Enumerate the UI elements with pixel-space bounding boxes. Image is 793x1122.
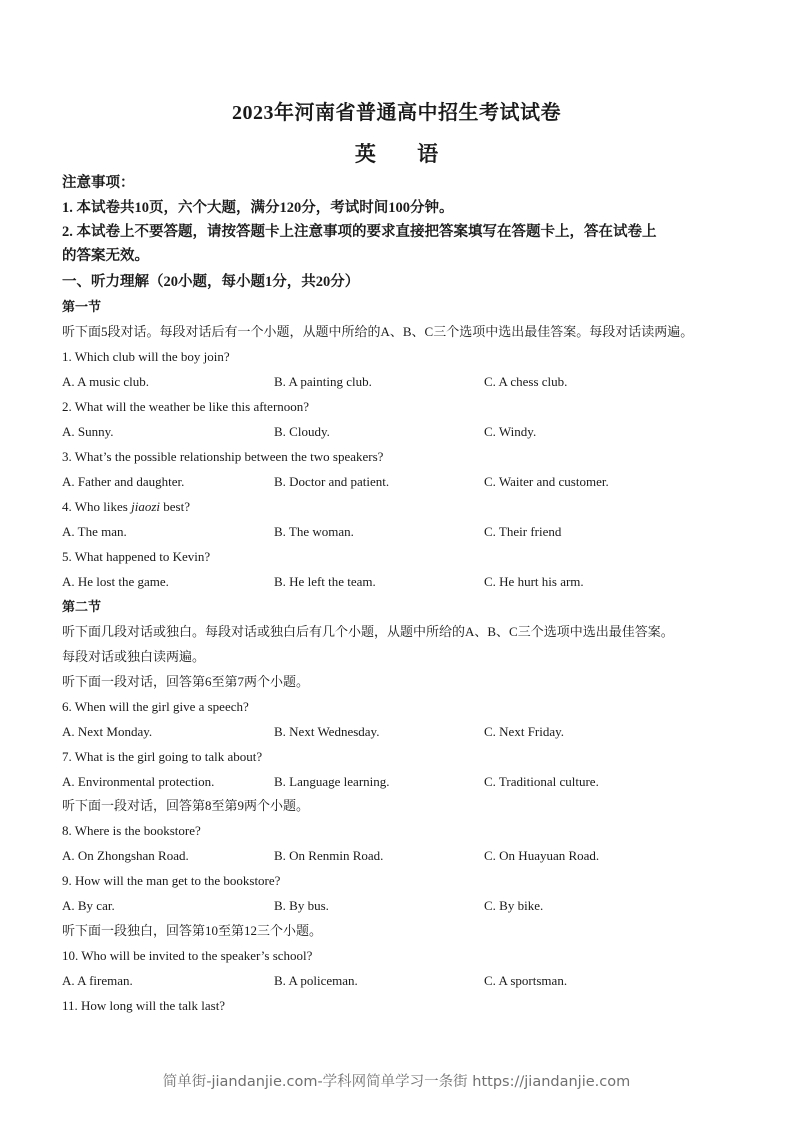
question-4-prefix: 4. Who likes — [62, 499, 132, 514]
question-4 — [62, 499, 190, 515]
q5-option-a: A. He lost the game. — [62, 574, 169, 589]
q10-option-b: B. A policeman. — [274, 973, 358, 988]
q2-option-b: B. Cloudy. — [274, 424, 330, 439]
notice-heading: 注意事项： — [62, 175, 135, 191]
question-9: 9. How will the man get to the bookstore? — [62, 873, 281, 888]
q8-option-a: A. On Zhongshan Road. — [62, 848, 189, 863]
notice-item-1: 1. 本试卷共10页，六个大题，满分120分，考试时间100分钟。 — [62, 200, 454, 216]
q8-option-b: B. On Renmin Road. — [274, 848, 384, 863]
question-2: 2. What will the weather be like this afternoon? — [62, 399, 310, 414]
group3-instruction: 听下面一段独白，回答第10至第12三个小题。 — [62, 923, 323, 938]
notice-item-2-cont: 的答案无效。 — [62, 248, 149, 264]
question-7: 7. What is the girl going to talk about? — [62, 749, 263, 764]
q6-option-c: C. Next Friday. — [484, 724, 565, 739]
q9-option-b: B. By bus. — [274, 898, 329, 913]
q9-option-c: C. By bike. — [484, 898, 544, 913]
q3-option-b: B. Doctor and patient. — [274, 474, 390, 489]
q7-option-c: C. Traditional culture. — [484, 774, 599, 789]
q6-option-a: A. Next Monday. — [62, 724, 153, 739]
q5-option-c: C. He hurt his arm. — [484, 574, 584, 589]
q2-option-c: C. Windy. — [484, 424, 537, 439]
section1-instruction: 听下面5段对话。每段对话后有一个小题，从题中所给的A、B、C三个选项中选出最佳答案。每段对话读两遍。 — [62, 324, 694, 339]
group2-instruction: 听下面一段对话，回答第8至第9两个小题。 — [62, 798, 310, 813]
q3-option-a: A. Father and daughter. — [62, 474, 185, 489]
q4-option-b: B. The woman. — [274, 524, 354, 539]
q2-option-a: A. Sunny. — [62, 424, 114, 439]
subject-title: 英 语 — [354, 142, 457, 166]
q4-option-c: C. Their friend — [484, 524, 562, 539]
question-4-suffix: best? — [160, 499, 190, 514]
part1-heading: 一、听力理解（20小题，每小题1分，共20分） — [62, 274, 360, 290]
group1-instruction: 听下面一段对话，回答第6至第7两个小题。 — [62, 674, 310, 689]
notice-item-2: 2. 本试卷上不要答题，请按答题卡上注意事项的要求直接把答案填写在答题卡上，答在试卷上 — [62, 224, 657, 240]
question-10: 10. Who will be invited to the speaker’s school? — [62, 948, 313, 963]
q10-option-a: A. A fireman. — [62, 973, 133, 988]
q6-option-b: B. Next Wednesday. — [274, 724, 380, 739]
q1-option-b: B. A painting club. — [274, 374, 372, 389]
q10-option-c: C. A sportsman. — [484, 973, 568, 988]
q1-option-c: C. A chess club. — [484, 374, 568, 389]
section2-instruction-1: 听下面几段对话或独白。每段对话或独白后有几个小题，从题中所给的A、B、C三个选项中选出最佳答案。 — [62, 624, 674, 639]
question-8: 8. Where is the bookstore? — [62, 823, 201, 838]
question-5: 5. What happened to Kevin? — [62, 549, 211, 564]
question-4-italic: jiaozi — [131, 499, 160, 514]
question-3: 3. What’s the possible relationship between the two speakers? — [62, 449, 384, 464]
q1-option-a: A. A music club. — [62, 374, 150, 389]
question-6: 6. When will the girl give a speech? — [62, 699, 249, 714]
q3-option-c: C. Waiter and customer. — [484, 474, 609, 489]
q7-option-a: A. Environmental protection. — [62, 774, 215, 789]
q9-option-a: A. By car. — [62, 898, 115, 913]
q7-option-b: B. Language learning. — [274, 774, 390, 789]
q8-option-c: C. On Huayuan Road. — [484, 848, 600, 863]
question-11: 11. How long will the talk last? — [62, 998, 226, 1013]
footer-watermark: 简单街-jiandanjie.com-学科网简单学习一条街 https://jiandanjie.com — [162, 1074, 631, 1090]
question-1: 1. Which club will the boy join? — [62, 349, 230, 364]
section2-heading: 第二节 — [62, 599, 102, 614]
q4-option-a: A. The man. — [62, 524, 127, 539]
q5-option-b: B. He left the team. — [274, 574, 376, 589]
section2-instruction-2: 每段对话或独白读两遍。 — [62, 649, 206, 664]
exam-title: 2023年河南省普通高中招生考试试卷 — [232, 102, 561, 124]
section1-heading: 第一节 — [62, 299, 102, 314]
